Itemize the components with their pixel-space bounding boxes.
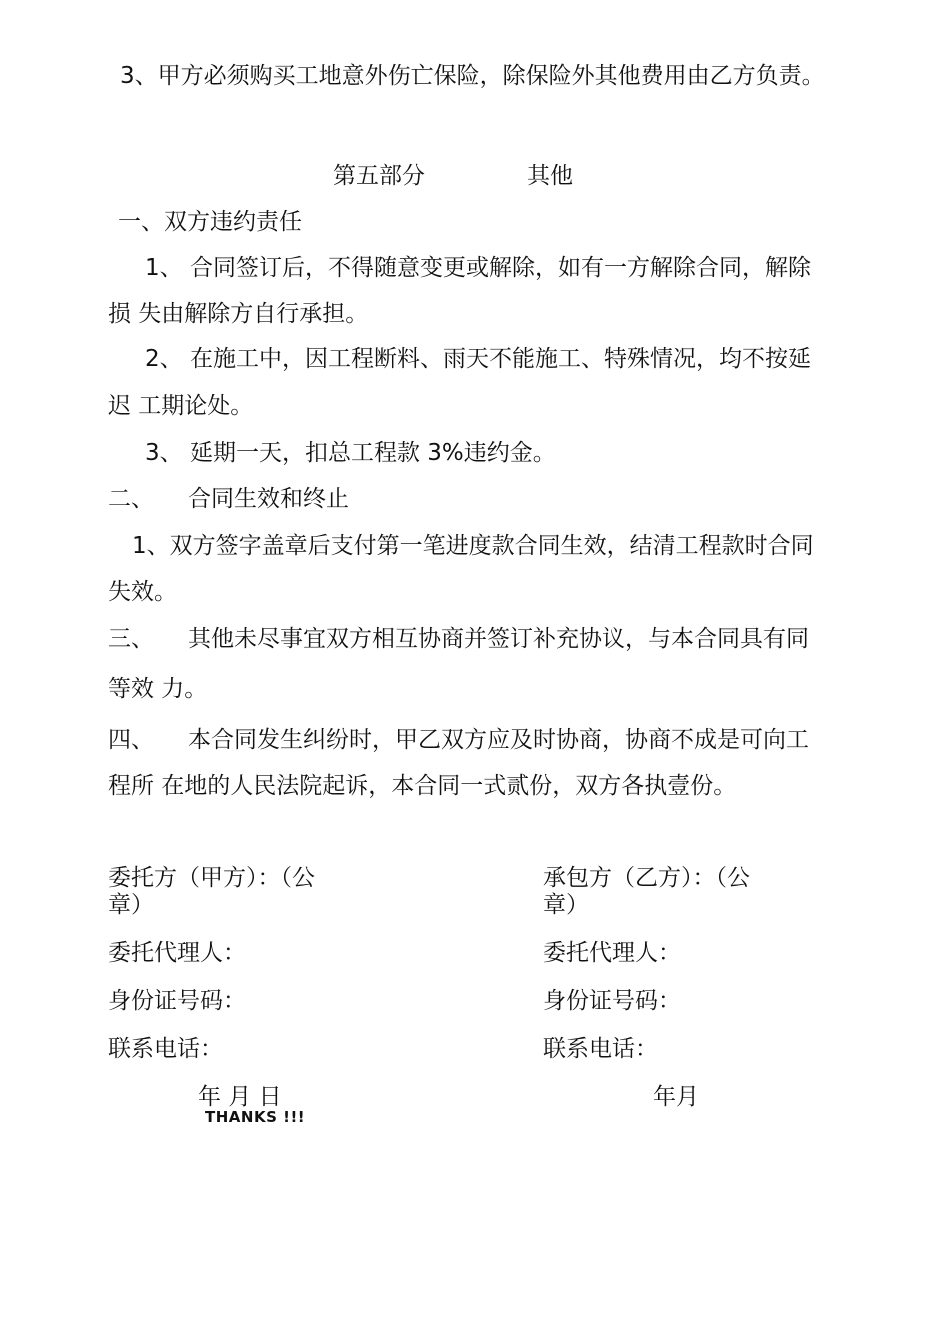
dispute-clause-line2: 程所 在地的人民法院起诉，本合同一式贰份，双方各执壹份。 [108, 773, 737, 799]
section-number-3: 三、 [108, 626, 154, 652]
section-heading-effect: 合同生效和终止 [188, 486, 349, 512]
breach-clause-2-line1: 2、 在施工中，因工程断料、雨天不能施工、特殊情况，均不按延 [145, 346, 811, 372]
clause-insurance: 3、甲方必须购买工地意外伤亡保险，除保险外其他费用由乙方负责。 [120, 63, 825, 89]
section-number-4: 四、 [108, 727, 154, 753]
party-b-seal: 章） [543, 892, 589, 918]
party-a-label: 委托方（甲方）：（公 [108, 865, 315, 891]
misc-clause-line2: 等效 力。 [108, 676, 208, 702]
section-heading-breach: 一、双方违约责任 [118, 209, 302, 235]
party-b-phone: 联系电话： [543, 1036, 658, 1062]
misc-clause-line1: 其他未尽事宜双方相互协商并签订补充协议，与本合同具有同 [188, 626, 809, 652]
thanks-note: THANKS !!! [205, 1108, 306, 1126]
part-title-number: 第五部分 [333, 163, 425, 189]
breach-clause-1-line2: 损 失由解除方自行承担。 [108, 301, 369, 327]
effect-clause-line1: 1、双方签字盖章后支付第一笔进度款合同生效，结清工程款时合同 [132, 533, 814, 559]
party-a-phone: 联系电话： [108, 1036, 223, 1062]
part-title-name: 其他 [527, 163, 573, 189]
party-b-agent: 委托代理人： [543, 940, 681, 966]
party-b-date: 年月 [653, 1084, 699, 1110]
breach-clause-2-line2: 迟 工期论处。 [108, 393, 254, 419]
party-a-id-number: 身份证号码： [108, 988, 246, 1014]
breach-clause-3: 3、 延期一天，扣总工程款 3%违约金。 [145, 440, 556, 466]
breach-clause-1-line1: 1、 合同签订后，不得随意变更或解除，如有一方解除合同，解除 [145, 255, 811, 281]
party-b-id-number: 身份证号码： [543, 988, 681, 1014]
party-a-agent: 委托代理人： [108, 940, 246, 966]
party-a-date: 年 月 日 [198, 1084, 282, 1110]
effect-clause-line2: 失效。 [108, 579, 177, 605]
dispute-clause-line1: 本合同发生纠纷时，甲乙双方应及时协商，协商不成是可向工 [188, 727, 809, 753]
party-b-label: 承包方（乙方）：（公 [543, 865, 750, 891]
section-number-2: 二、 [108, 486, 154, 512]
party-a-seal: 章） [108, 892, 154, 918]
